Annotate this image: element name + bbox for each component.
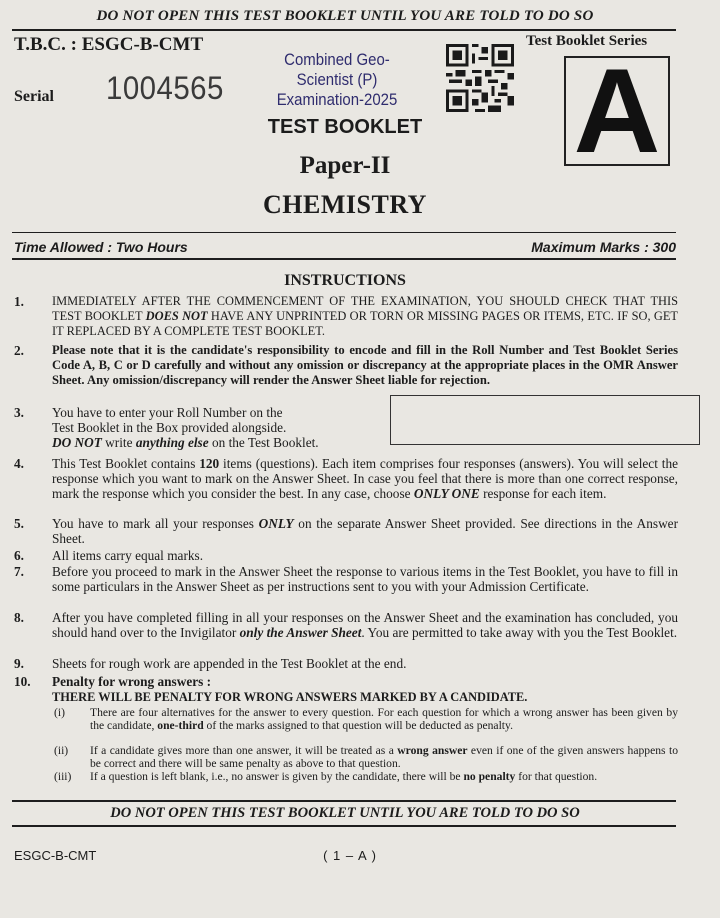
instruction-3: 3. You have to enter your Roll Number on the Test Booklet in the Box provided alongside. DO NOT write anything else on the Test Booklet. [14,405,319,451]
instruction-6: 6. All items carry equal marks. [14,548,204,563]
bottom-divider-bottom [12,825,676,827]
instruction-2: 2. Please note that it is the candidate's responsibility to encode and fill in the Roll Number and Test Booklet Series Code A, B, C or D carefully and without any omission or discrepancy at the appropriate places in the OMR Answer Sheet. Any omission/discrepancy will render the Answer Sheet liable for rejection. [14,343,678,388]
exam-name-line2: Examination-2025 [276,90,398,109]
roll-number-box[interactable] [390,395,700,445]
serial-label: Serial [14,88,54,105]
paper-title: Paper-II [299,152,391,179]
subject-title: CHEMISTRY [263,190,427,219]
header-divider-top [12,232,676,233]
penalty-subheading: THERE WILL BE PENALTY FOR WRONG ANSWERS MARKED BY A CANDIDATE. [52,690,528,705]
exam-name-line1: Combined Geo-Scientist (P) [284,50,390,89]
penalty-item-3: (iii) If a question is left blank, i.e., no answer is given by the candidate, there will be no penalty for that question. [54,770,598,783]
penalty-heading: Penalty for wrong answers : [52,674,212,689]
series-label: Test Booklet Series [526,33,648,49]
footer-code: ESGC-B-CMT [14,848,97,863]
instruction-4: 4. This Test Booklet contains 120 items (questions). Each item comprises four responses (answers). You will select the response which you want to mark on the Answer Sheet. In case you feel that there is more than one correct response, mark the response which you consider the best. In any case, choose ONLY ONE response for each item. [14,456,679,502]
series-box [564,44,670,178]
instruction-10: 10. Penalty for wrong answers : THERE WILL BE PENALTY FOR WRONG ANSWERS MARKED BY A CANDIDATE. [14,674,528,705]
series-letter: A [573,44,661,178]
maximum-marks: Maximum Marks : 300 [531,239,676,255]
instruction-5: 5. You have to mark all your responses ONLY on the separate Answer Sheet provided. See directions in the Answer Sheet. [14,516,679,547]
time-allowed: Time Allowed : Two Hours [14,239,188,255]
instruction-1: 1. IMMEDIATELY AFTER THE COMMENCEMENT OF THE EXAMINATION, YOU SHOULD CHECK THAT THIS TEST BOOKLET DOES NOT HAVE ANY UNPRINTED OR TORN OR MISSING PAGES OR ITEMS, ETC. IF SO, GET IT REPLACED BY A COMPLETE TEST BOOKLET. [14,294,678,339]
instructions-heading: INSTRUCTIONS [284,272,406,289]
instruction-9: 9. Sheets for rough work are appended in the Test Booklet at the end. [14,656,407,671]
penalty-item-1: (i) There are four alternatives for the answer to every question. For each question for which a wrong answer has been given by the candidate, one-third of the marks assigned to that question will be deducted as penalty. [54,706,678,733]
instruction-7: 7. Before you proceed to mark in the Answer Sheet the response to various items in the Test Booklet, you have to fill in some particulars in the Answer Sheet as per instructions sent to you with your Admission Certificate. [14,564,678,595]
top-warning: DO NOT OPEN THIS TEST BOOKLET UNTIL YOU ARE TOLD TO DO SO [96,8,594,24]
bottom-warning: DO NOT OPEN THIS TEST BOOKLET UNTIL YOU ARE TOLD TO DO SO [110,805,580,821]
qr-code-icon [444,44,516,112]
instruction-8: 8. After you have completed filling in all your responses on the Answer Sheet and the examination has concluded, you should hand over to the Invigilator only the Answer Sheet. You are permitted to take away with you the Test Booklet. [14,610,678,641]
header-divider-bottom [12,258,676,260]
footer-page-number: ( 1 – A ) [323,848,377,863]
exam-name-stamp [259,50,416,110]
serial-number: 1004565 [106,70,224,106]
top-divider [12,29,676,31]
booklet-title: TEST BOOKLET [267,116,423,138]
bottom-divider-top [12,800,676,802]
tbc-code: T.B.C. : ESGC-B-CMT [14,34,204,55]
penalty-item-2: (ii) If a candidate gives more than one answer, it will be treated as a wrong answer even if one of the given answers happens to be correct and there will be same penalty as above to that question. [54,744,678,771]
